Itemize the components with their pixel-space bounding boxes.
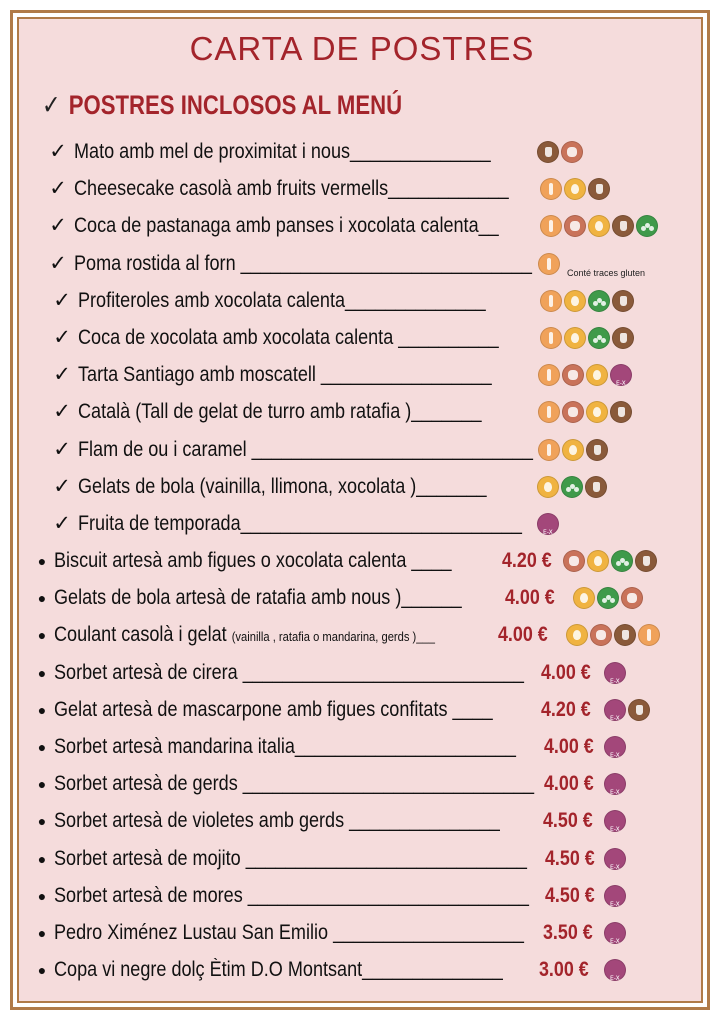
- item-name: [54, 694, 493, 726]
- ex-icon: [610, 364, 632, 386]
- gluten-icon: [538, 364, 560, 386]
- gluten-icon: [540, 215, 562, 237]
- bullet-icon: ●: [37, 627, 47, 644]
- item-name: [54, 880, 529, 912]
- item-name: [54, 954, 503, 986]
- item-name: [54, 917, 524, 949]
- item-name: Coca de xocolata amb xocolata calenta __________: [78, 326, 499, 349]
- bullet-icon: ●: [37, 925, 47, 941]
- item-name-text: Pedro Ximénez Lustau San Emilio ___________________: [54, 921, 524, 944]
- allergen-icons: [538, 253, 560, 275]
- soy-icon: [597, 587, 619, 609]
- egg-icon: [564, 290, 586, 312]
- page-title: CARTA DE POSTRES: [189, 30, 535, 67]
- item-name: Coca de pastanaga amb panses i xocolata calenta__: [74, 214, 499, 238]
- item-name-text: Sorbet artesà de violetes amb gerds _______________: [54, 809, 500, 833]
- item-name: [54, 657, 524, 689]
- gluten-icon: [540, 178, 562, 200]
- allergen-icons: [604, 773, 626, 795]
- egg-icon: [588, 215, 610, 237]
- ex-icon: [604, 699, 626, 721]
- bullet-icon: ●: [37, 962, 47, 979]
- allergen-icons: [538, 364, 632, 386]
- bullet-icon: ●: [37, 887, 47, 904]
- milk-icon: [628, 699, 650, 721]
- soy-icon: [611, 550, 633, 572]
- soy-icon: [561, 476, 583, 498]
- allergen-icons: [604, 885, 626, 907]
- check-icon: ✓: [42, 90, 61, 120]
- item-name-text: Biscuit artesà amb figues o xocolata calenta ____: [54, 549, 452, 572]
- item-price: 4.50 €: [543, 809, 593, 833]
- item-name: Tarta Santiago amb moscatell _________________: [78, 363, 492, 387]
- item-name-text: Sorbet artesà mandarina italia______________________: [54, 735, 516, 758]
- milk-icon: [586, 439, 608, 461]
- allergen-icons: [540, 290, 634, 312]
- allergen-icons: [537, 476, 607, 498]
- ex-icon: [604, 848, 626, 870]
- fruits-icon: [621, 587, 643, 609]
- fruits-icon: [562, 401, 584, 423]
- ex-icon: [604, 662, 626, 684]
- item-name: [54, 619, 435, 653]
- allergen-icons: [540, 215, 658, 237]
- allergen-icons: [573, 587, 643, 609]
- soy-icon: [588, 327, 610, 349]
- bullet-icon: ●: [37, 553, 47, 569]
- egg-icon: [586, 364, 608, 386]
- bullet-icon: ●: [37, 776, 47, 793]
- check-icon: ✓: [53, 437, 71, 461]
- allergen-icons: [540, 327, 634, 349]
- allergen-icons: [604, 959, 626, 981]
- gluten-icon: [638, 624, 660, 646]
- check-icon: ✓: [49, 177, 67, 201]
- item-name-text: Sorbet artesà de mores ____________________________: [54, 883, 529, 907]
- milk-icon: [612, 215, 634, 237]
- milk-icon: [635, 550, 657, 572]
- bullet-icon: ●: [37, 590, 47, 607]
- item-name-text: Gelats de bola artesà de ratafia amb nous )______: [54, 586, 462, 610]
- bullet-icon: ●: [37, 813, 47, 830]
- item-price: 4.20 €: [502, 549, 552, 572]
- item-name: Fruita de temporada____________________________: [78, 512, 522, 535]
- item-name-text: Coulant casolà i gelat: [54, 623, 232, 647]
- bullet-icon: ●: [37, 850, 47, 867]
- bullet-icon: ●: [37, 664, 47, 681]
- ex-icon: [604, 736, 626, 758]
- check-icon: ✓: [53, 288, 71, 312]
- ex-icon: [604, 773, 626, 795]
- allergen-icons: [604, 810, 626, 832]
- allergen-icons: [538, 401, 632, 423]
- milk-icon: [610, 401, 632, 423]
- fruits-icon: [562, 364, 584, 386]
- gluten-icon: [538, 253, 560, 275]
- allergen-icons: [563, 550, 657, 572]
- gluten-icon: [538, 401, 560, 423]
- allergen-icons: [604, 699, 650, 721]
- milk-icon: [585, 476, 607, 498]
- bullet-icon: ●: [37, 701, 47, 718]
- egg-icon: [587, 550, 609, 572]
- soy-icon: [636, 215, 658, 237]
- item-name: [54, 843, 527, 875]
- ex-icon: [604, 959, 626, 981]
- egg-icon: [573, 587, 595, 609]
- ex-icon: [604, 810, 626, 832]
- fruits-icon: [590, 624, 612, 646]
- item-price: 4.00 €: [498, 623, 548, 647]
- item-name-text: Sorbet artesà de gerds _____________________________: [54, 772, 535, 796]
- check-icon: ✓: [53, 363, 71, 387]
- milk-icon: [612, 327, 634, 349]
- item-price: 4.50 €: [545, 846, 595, 870]
- bullet-icon: ●: [37, 739, 47, 755]
- allergen-icons: [537, 141, 583, 163]
- allergen-icons: [538, 439, 608, 461]
- item-name-text: Sorbet artesà de cirera ____________________________: [54, 660, 524, 684]
- fruits-icon: [563, 550, 585, 572]
- egg-icon: [564, 178, 586, 200]
- item-detail: (vainilla , ratafia o mandarina, gerds )___: [231, 629, 435, 645]
- fruits-icon: [561, 141, 583, 163]
- ex-icon: [604, 885, 626, 907]
- milk-icon: [588, 178, 610, 200]
- item-name-text: Sorbet artesà de mojito ____________________________: [54, 846, 527, 870]
- item-name: Cheesecake casolà amb fruits vermells____________: [74, 177, 509, 201]
- egg-icon: [564, 327, 586, 349]
- item-price: 4.00 €: [544, 772, 594, 796]
- check-icon: ✓: [53, 400, 71, 424]
- ex-icon: [537, 513, 559, 535]
- milk-icon: [614, 624, 636, 646]
- item-name: [54, 731, 516, 763]
- item-price: 4.00 €: [541, 660, 591, 684]
- egg-icon: [562, 439, 584, 461]
- egg-icon: [586, 401, 608, 423]
- item-name: Mato amb mel de proximitat i nous______________: [74, 140, 491, 163]
- section-heading-text: POSTRES INCLOSOS AL MENÚ: [68, 90, 403, 120]
- gluten-icon: [538, 439, 560, 461]
- item-name: Poma rostida al forn _____________________________: [74, 251, 532, 275]
- check-icon: ✓: [53, 512, 71, 535]
- allergen-icons: [537, 513, 559, 535]
- ex-icon: [604, 922, 626, 944]
- item-name-text: Gelat artesà de mascarpone amb figues confitats ____: [54, 697, 493, 721]
- section-heading: [42, 90, 402, 121]
- check-icon: ✓: [49, 140, 67, 163]
- item-name: [54, 545, 452, 577]
- item-name: Gelats de bola (vainilla, llimona, xocolata )_______: [78, 474, 487, 498]
- check-icon: ✓: [49, 214, 67, 238]
- gluten-icon: [540, 290, 562, 312]
- item-name: Català (Tall de gelat de turro amb ratafia )_______: [78, 400, 482, 424]
- egg-icon: [537, 476, 559, 498]
- item-name: [54, 768, 534, 800]
- item-price: 3.50 €: [543, 921, 593, 944]
- item-name: [54, 582, 462, 614]
- check-icon: ✓: [53, 326, 71, 349]
- allergen-icons: [604, 662, 626, 684]
- item-price: 4.50 €: [545, 883, 595, 907]
- item-name: Profiteroles amb xocolata calenta______________: [78, 288, 486, 312]
- milk-icon: [612, 290, 634, 312]
- item-name: Flam de ou i caramel ____________________________: [78, 437, 533, 461]
- item-price: 4.00 €: [505, 586, 555, 610]
- item-price: 3.00 €: [539, 958, 589, 982]
- gluten-icon: [540, 327, 562, 349]
- allergen-icons: [604, 922, 626, 944]
- fruits-icon: [564, 215, 586, 237]
- item-price: 4.00 €: [544, 735, 594, 758]
- item-name-text: Copa vi negre dolç Ètim D.O Montsant______________: [54, 958, 503, 982]
- allergen-icons: [604, 848, 626, 870]
- egg-icon: [566, 624, 588, 646]
- allergen-note: Conté traces gluten: [567, 267, 646, 278]
- item-price: 4.20 €: [541, 697, 591, 721]
- check-icon: ✓: [49, 251, 67, 275]
- allergen-icons: [604, 736, 626, 758]
- soy-icon: [588, 290, 610, 312]
- check-icon: ✓: [53, 474, 71, 498]
- allergen-icons: [566, 624, 660, 646]
- milk-icon: [537, 141, 559, 163]
- item-name: [54, 805, 500, 837]
- allergen-icons: [540, 178, 610, 200]
